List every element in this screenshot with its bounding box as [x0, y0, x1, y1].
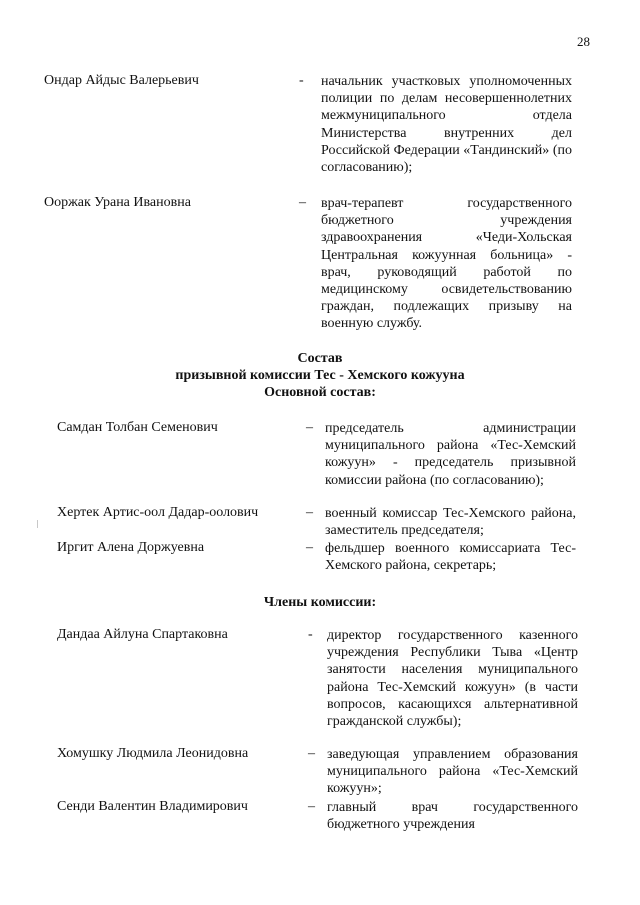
- person-role: врач-терапевт государственного бюджетного учреждения здравоохранения «Чеди-Хольская Центральная кожуунная больница» - врач, руководящий работой по медицинскому освидетельствованию граждан, подлежащих призыву на военную службу.: [321, 196, 572, 332]
- page-number: 28: [577, 34, 590, 49]
- dash: –: [306, 505, 313, 520]
- dash: –: [299, 195, 306, 210]
- person-role: военный комиссар Тес-Хемского района, заместитель председателя;: [325, 506, 576, 539]
- person-name: Ондар Айдыс Валерьевич: [44, 73, 199, 88]
- dash: –: [306, 420, 313, 435]
- person-name: Дандаа Айлуна Спартаковна: [57, 627, 228, 642]
- person-role: директор государственного казенного учреждения Республики Тыва «Центр занятости населения муниципального района Тес-Хемский кожуун» (в части вопросов, касающихся альтернативной гражданской службы);: [327, 628, 578, 730]
- dash: –: [308, 799, 315, 814]
- dash: -: [299, 73, 304, 88]
- section-subtitle: призывной комиссии Тес - Хемского кожууна: [175, 368, 465, 383]
- person-name: Хертек Артис-оол Дадар-оолович: [57, 505, 259, 520]
- section-title: Состав: [297, 351, 343, 366]
- person-role: начальник участковых уполномоченных полиции по делам несовершеннолетних межмуниципального отдела Министерства внутренних дел Российской Федерации «Тандинский» (по согласованию);: [321, 74, 572, 176]
- person-name: Хомушку Людмила Леонидовна: [57, 746, 249, 761]
- person-name: Ооржак Урана Ивановна: [44, 195, 191, 210]
- dash: -: [308, 627, 313, 642]
- person-role: главный врач государственного бюджетного учреждения: [327, 800, 578, 833]
- person-role: заведующая управлением образования муниципального района «Тес-Хемский кожуун»;: [327, 747, 578, 797]
- members-heading: Члены комиссии:: [263, 595, 377, 610]
- dash: –: [306, 540, 313, 555]
- person-name: Самдан Толбан Семенович: [57, 420, 218, 435]
- person-name: Иргит Алена Доржуевна: [57, 540, 205, 555]
- dash: –: [308, 746, 315, 761]
- person-role: председатель администрации муниципального района «Тес-Хемский кожуун» - председатель призывной комиссии района (по согласованию);: [325, 421, 576, 488]
- scan-artifact: |: [37, 519, 39, 528]
- main-composition-heading: Основной состав:: [264, 385, 376, 400]
- person-name: Сенди Валентин Владимирович: [57, 799, 248, 814]
- person-role: фельдшер военного комиссариата Тес-Хемского района, секретарь;: [325, 541, 576, 574]
